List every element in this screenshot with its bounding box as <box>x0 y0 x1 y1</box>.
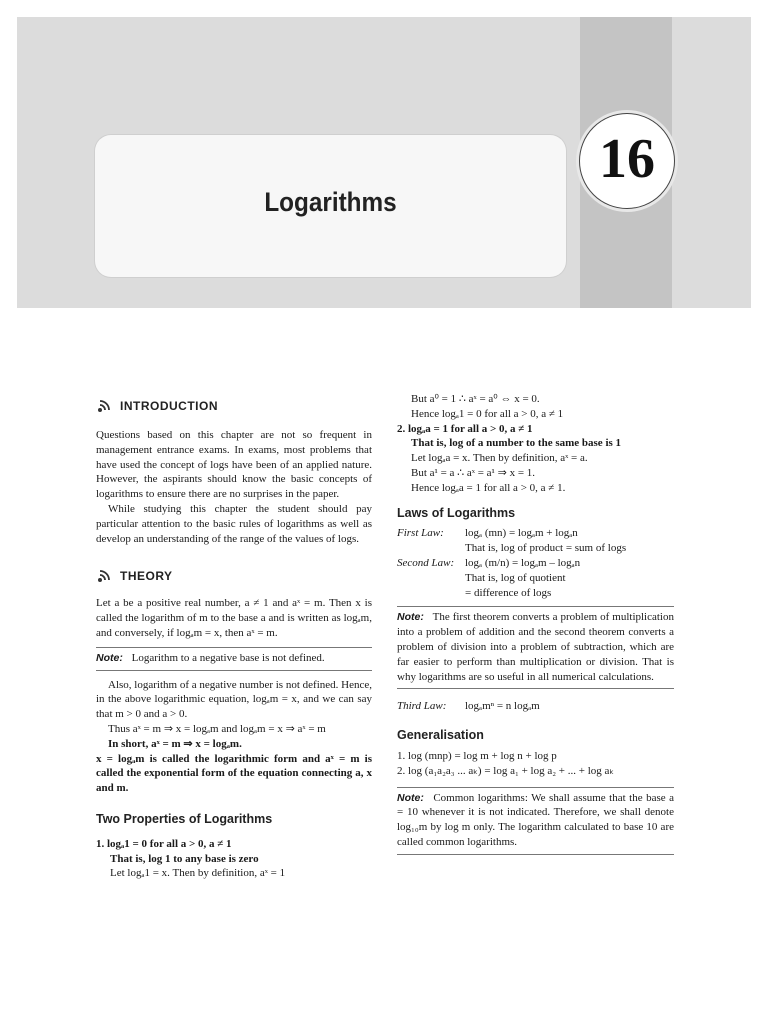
third-law-equation: logₐmⁿ = n logₐm <box>465 700 540 713</box>
first-law-label: First Law: <box>397 527 444 540</box>
chapter-title: Logarithms <box>264 187 397 217</box>
chapter-title-box <box>95 135 566 277</box>
note-text: The first theorem converts a problem of multiplication into a problem of addition and the second theorem converts a problem of division into a problem of subtraction, which are far easier to perform than multiplication or division. That is why logarithms are so useful in all numerical calculations. <box>397 611 674 683</box>
property-1-title: 1. logₐ1 = 0 for all a > 0, a ≠ 1 <box>96 837 232 850</box>
property-1-proof-line: But a⁰ = 1 ∴ aˣ = a⁰ ⇔ x = 0. <box>411 393 540 405</box>
second-law <box>397 556 674 571</box>
property-2-line-1: Let logₐa = x. Then by definition, aˣ = a. <box>411 452 588 465</box>
note-label: Note: <box>397 611 424 624</box>
introduction-heading-text: INTRODUCTION <box>120 398 218 413</box>
note-laws <box>397 606 674 689</box>
right-column <box>397 392 674 855</box>
section-wave-icon <box>96 398 112 414</box>
chapter-number: 16 <box>599 128 655 190</box>
third-law <box>397 699 674 714</box>
chapter-number-badge <box>579 113 675 209</box>
property-1-conclusion: Hence logₐ1 = 0 for all a > 0, a ≠ 1 <box>411 407 564 420</box>
second-law-equation: logₐ (m/n) = logₐm – logₐn <box>465 556 581 569</box>
forms-definition: x = logₐm is called the logarithmic form and aˣ = m is called the exponential form of the equation connecting a, x and m. <box>96 752 372 795</box>
theory-heading-text: THEORY <box>120 568 173 583</box>
left-column <box>96 398 372 881</box>
thus-line: Thus aˣ = m ⇒ x = logₐm and logₐm = x ⇒ aˣ = m <box>108 722 326 735</box>
second-law-description-1: That is, log of quotient <box>465 571 566 584</box>
note-text: Logarithm to a negative base is not defined. <box>131 651 325 664</box>
property-2-title: 2. logₐa = 1 for all a > 0, a ≠ 1 <box>397 422 533 435</box>
generalisation-1: 1. log (mnp) = log m + log n + log p <box>397 749 557 762</box>
note-label: Note: <box>397 791 424 804</box>
note-common-logarithms <box>397 787 674 855</box>
note-text: Common logarithms: We shall assume that the base a = 10 whenever it is not indicated. Therefore, we shall denote log₁₀m by log m only. The logarithm calculated to base 10 are called common logarithms. <box>397 791 675 848</box>
generalisation-2: 2. log (a₁a₂a₃ ... aₖ) = log a₁ + log a₂ + ... + log aₖ <box>397 764 615 777</box>
first-law-equation: logₐ (mn) = logₐm + logₐn <box>465 527 578 540</box>
note-negative-base <box>96 647 372 671</box>
intro-paragraph-2: While studying this chapter the student should pay particular attention to the basic rules of logarithms as well as develop an understanding of the range of the values of logs. <box>96 502 372 545</box>
theory-paragraph-1: Let a be a positive real number, a ≠ 1 and aˣ = m. Then x is called the logarithm of m to the base a and is written as logₐm, and conversely, if logₐm = x, then aˣ = m. <box>96 597 372 639</box>
first-law <box>397 526 674 541</box>
property-1-line: Let logₐ1 = x. Then by definition, aˣ = 1 <box>110 867 286 880</box>
property-1-subtitle: That is, log 1 to any base is zero <box>110 852 259 865</box>
third-law-label: Third Law: <box>397 700 447 713</box>
generalisation-heading: Generalisation <box>397 728 484 743</box>
note-label: Note: <box>96 651 123 664</box>
first-law-description: That is, log of product = sum of logs <box>465 542 627 555</box>
theory-paragraph-2: Also, logarithm of a negative number is not defined. Hence, in the above logarithmic equation, logₐm = x, and we can say that m > 0 and a > 0. <box>96 678 372 721</box>
introduction-heading <box>96 398 372 414</box>
in-short-line: In short, aˣ = m ⇒ x = logₐm. <box>108 737 242 750</box>
property-2-conclusion: Hence logₐa = 1 for all a > 0, a ≠ 1. <box>411 481 566 494</box>
second-law-label: Second Law: <box>397 556 455 569</box>
section-wave-icon <box>96 568 112 584</box>
property-2-line-2: But a¹ = a ∴ aˣ = a¹ ⇒ x = 1. <box>411 466 536 479</box>
laws-heading: Laws of Logarithms <box>397 505 516 520</box>
property-2-subtitle: That is, log of a number to the same base is 1 <box>411 437 622 450</box>
second-law-description-2: = difference of logs <box>465 586 552 599</box>
two-properties-heading: Two Properties of Logarithms <box>96 811 273 826</box>
theory-heading <box>96 568 372 584</box>
intro-paragraph-1: Questions based on this chapter are not so frequent in management entrance exams. In exams, most problems that have used the concept of logs have been of an applied nature. However, the aspirants should know the basic concepts of logarithms to ensure there are no surprises in the paper. <box>96 429 372 501</box>
